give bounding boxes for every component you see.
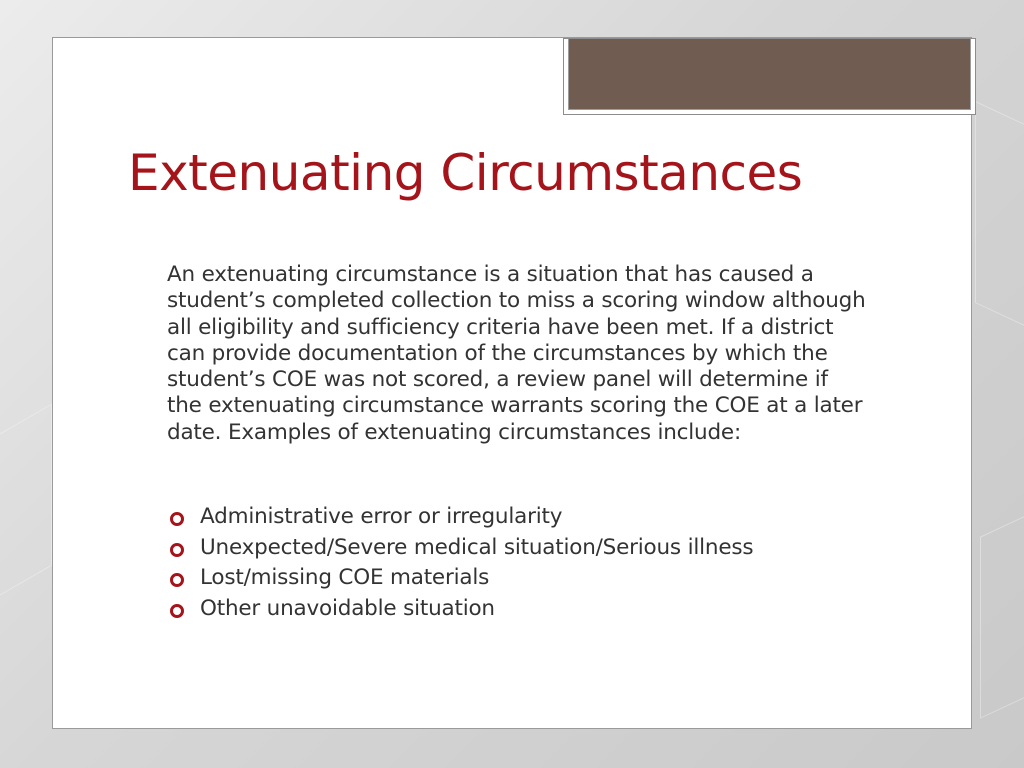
- header-accent-frame: [563, 38, 976, 115]
- list-item-text: Administrative error or irregularity: [200, 504, 563, 529]
- list-item-text: Lost/missing COE materials: [200, 565, 490, 590]
- list-item-text: Other unavoidable situation: [200, 595, 495, 621]
- circle-bullet-icon: [170, 604, 184, 618]
- list-item: [170, 533, 753, 564]
- list-item: [170, 594, 753, 625]
- background-shape: [975, 101, 1024, 341]
- slide-title: Extenuating Circumstances: [128, 144, 803, 202]
- circle-bullet-icon: [170, 543, 184, 557]
- background-shape: [0, 403, 52, 618]
- header-accent-bar: [568, 39, 971, 110]
- list-item: [170, 563, 753, 594]
- list-item-text: Unexpected/Severe medical situation/Serious illness: [200, 534, 754, 560]
- examples-list: [170, 502, 753, 624]
- body-paragraph: An extenuating circumstance is a situation that has caused a student’s completed collection to miss a scoring window although all eligibility and sufficiency criteria have been met. If a district can provide documentation of the circumstances by which the student’s COE was not scored, a review panel will determine if the extenuating circumstance warrants scoring the COE at a later date. Examples of extenuating circumstances include:: [167, 262, 866, 445]
- circle-bullet-icon: [170, 512, 184, 526]
- list-item: [170, 502, 753, 533]
- circle-bullet-icon: [170, 573, 184, 587]
- background-shape: [980, 503, 1024, 719]
